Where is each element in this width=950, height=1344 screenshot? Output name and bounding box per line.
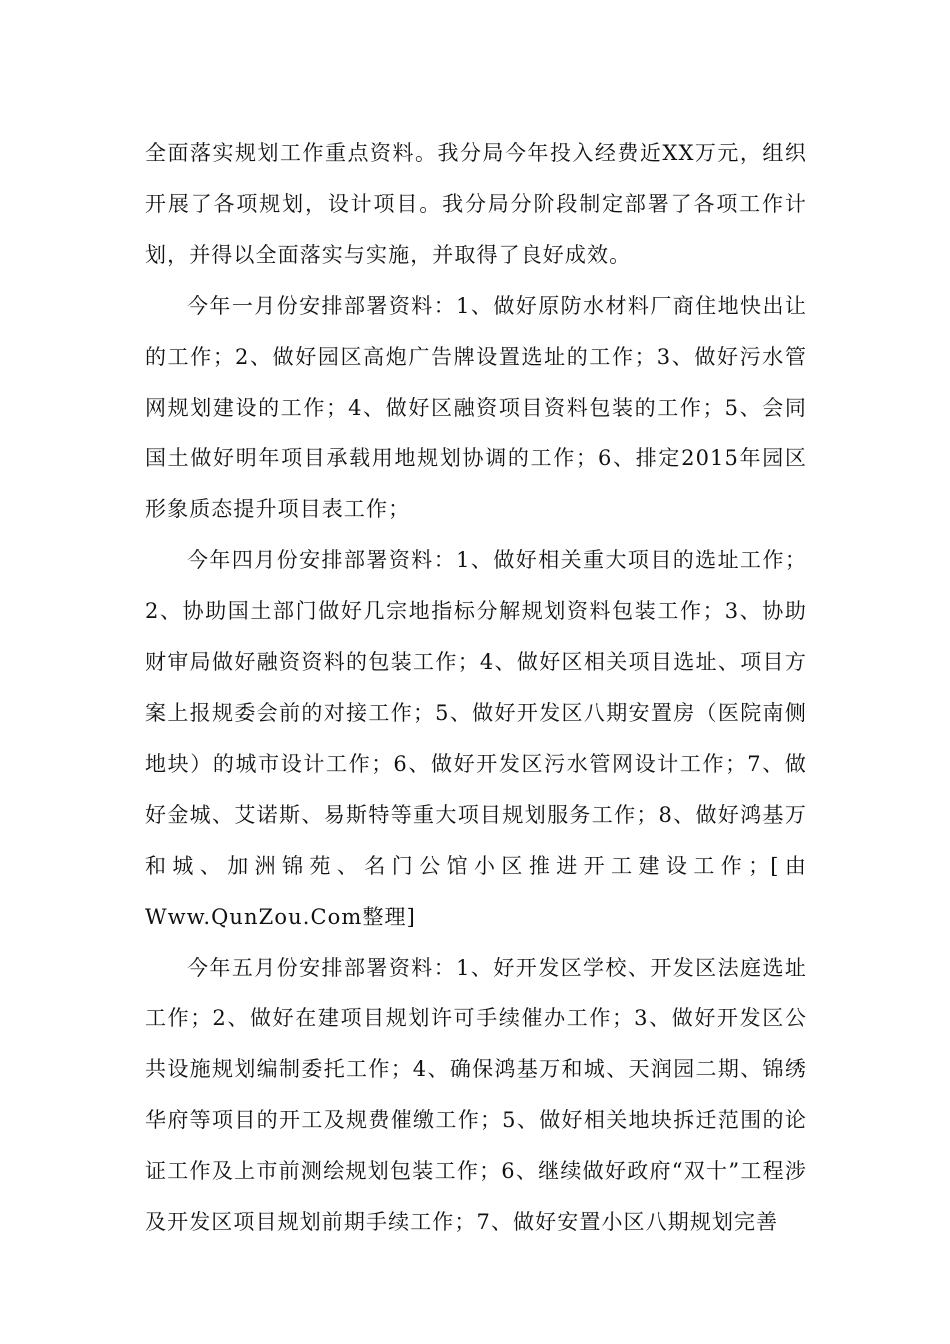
paragraph-january-plan: 今年一月份安排部署资料：1、做好原防水材料厂商住地快出让的工作；2、做好园区高炮广告牌设置选址的工作；3、做好污水管网规划建设的工作；4、做好区融资项目资料包装的工作；5、会同国土做好明年项目承载用地规划协调的工作；6、排定2015年园区形象质态提升项目表工作；: [145, 293, 807, 522]
paragraph-may-plan: 今年五月份安排部署资料：1、好开发区学校、开发区法庭选址工作；2、做好在建项目规划许可手续催办工作；3、做好开发区公共设施规划编制委托工作；4、确保鸿基万和城、天润园二期、锦绣华府等项目的开工及规费催缴工作；5、做好相关地块拆迁范围的论证工作及上市前测绘规划包装工作；6、继续做好政府“双十”工程涉及开发区项目规划前期手续工作；7、做好安置小区八期规划完善: [145, 955, 807, 1235]
paragraph-april-plan: 今年四月份安排部署资料：1、做好相关重大项目的选址工作；2、协助国土部门做好几宗地指标分解规划资料包装工作；3、协助财审局做好融资资料的包装工作；4、做好区相关项目选址、项目方案上报规委会前的对接工作；5、做好开发区八期安置房（医院南侧地块）的城市设计工作；6、做好开发区污水管网设计工作；7、做好金城、艾诺斯、易斯特等重大项目规划服务工作；8、做好鸿基万和城、加洲锦苑、名门公馆小区推进开工建设工作；[由Www.QunZou.Com整理]: [145, 548, 807, 929]
paragraph-intro: 全面落实规划工作重点资料。我分局今年投入经费近XX万元，组织开展了各项规划，设计项目。我分局分阶段制定部署了各项工作计划，并得以全面落实与实施，并取得了良好成效。: [145, 141, 807, 267]
document-body: [145, 128, 807, 1248]
